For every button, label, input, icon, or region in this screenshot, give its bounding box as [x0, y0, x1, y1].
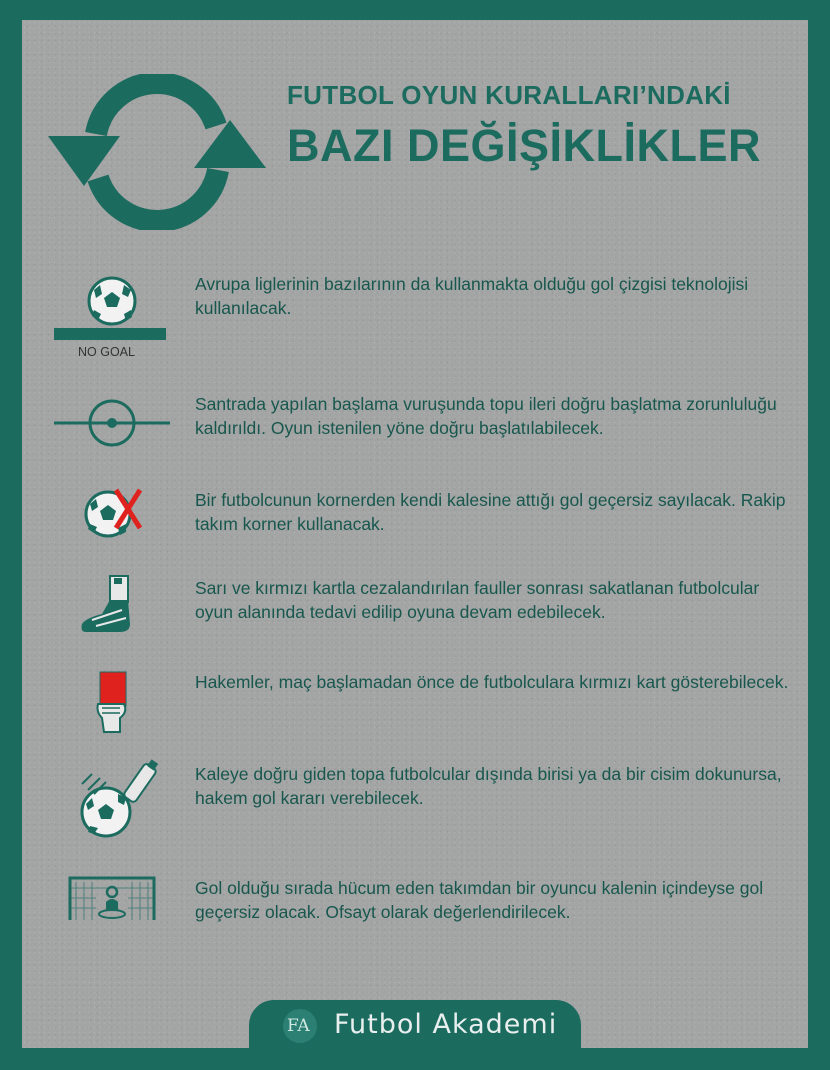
goal-line-ball-icon	[54, 272, 168, 342]
center-circle-icon	[54, 398, 170, 448]
ball-cross-icon	[82, 484, 152, 540]
rule-text-7: Gol olduğu sırada hücum eden takımdan bir oyuncu kalenin içindeyse gol geçersiz olacak. Ofsayt olarak değerlendirilecek.	[195, 878, 764, 922]
rule-text-6: Kaleye doğru giden topa futbolcular dışında birisi ya da bir cisim dokunursa, hakem gol kararı verebilecek.	[195, 764, 782, 808]
title-line-1: FUTBOL OYUN KURALLARI’NDAKİ	[287, 80, 731, 110]
title-line-2: BAZI DEĞİŞİKLİKLER	[287, 120, 762, 171]
brand-badge-text: FA	[287, 1016, 310, 1036]
rule-text-1: Avrupa liglerinin bazılarının da kullanmakta olduğu gol çizgisi teknolojisi kullanılacak.	[195, 274, 749, 318]
no-goal-label: NO GOAL	[78, 345, 135, 359]
rule-text-2: Santrada yapılan başlama vuruşunda topu ileri doğru başlatma zorunluluğu kaldırıldı. Oyun istenilen yöne doğru başlatılabilecek.	[195, 394, 777, 438]
rule-text-4: Sarı ve kırmızı kartla cezalandırılan fauller sonrası sakatlanan futbolcular oyun alanında tedavi edilip oyuna devam edebilecek.	[195, 578, 760, 622]
bandaged-foot-icon	[80, 574, 136, 634]
ball-bottle-icon	[78, 754, 162, 838]
brand-name: Futbol Akademi	[334, 1009, 558, 1040]
rule-text-5: Hakemler, maç başlamadan önce de futbolculara kırmızı kart gösterebilecek.	[195, 672, 789, 692]
goal-player-icon	[66, 874, 158, 922]
refresh-arrows-icon	[44, 74, 270, 230]
red-card-hand-icon	[92, 668, 138, 734]
rule-text-3: Bir futbolcunun kornerden kendi kalesine attığı gol geçersiz sayılacak. Rakip takım korner kullanacak.	[195, 490, 786, 534]
